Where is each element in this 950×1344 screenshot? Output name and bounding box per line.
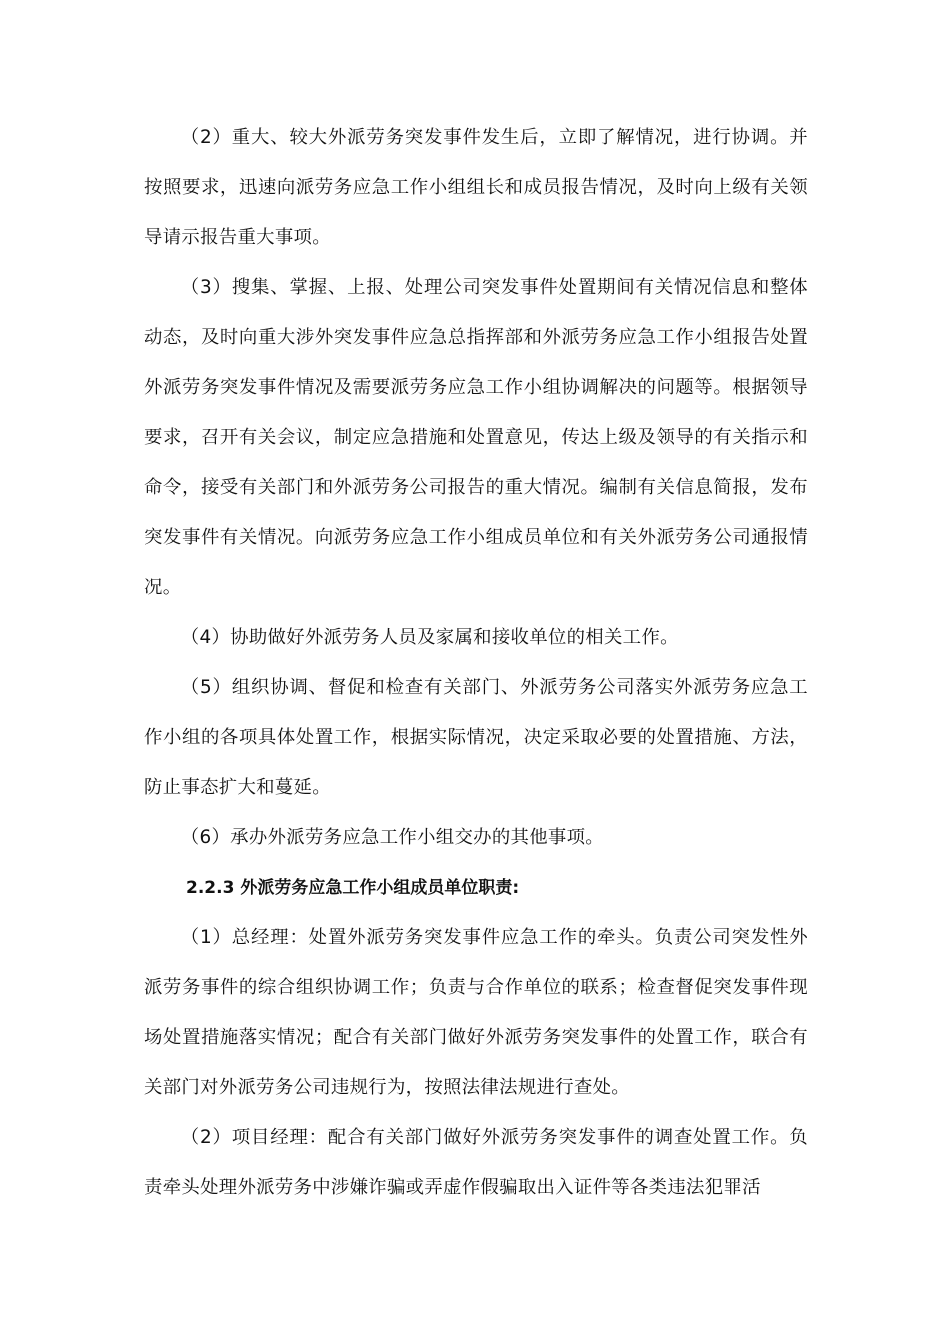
- paragraph-item-2: （2）重大、较大外派劳务突发事件发生后，立即了解情况，进行协调。并按照要求，迅速向派劳务应急工作小组组长和成员报告情况，及时向上级有关领导请示报告重大事项。: [144, 127, 808, 248]
- document-body: [144, 113, 808, 1213]
- paragraph-item-6: （6）承办外派劳务应急工作小组交办的其他事项。: [180, 827, 604, 848]
- section-paragraph-project-manager: （2）项目经理：配合有关部门做好外派劳务突发事件的调查处置工作。负责牵头处理外派劳务中涉嫌诈骗或弄虚作假骗取出入证件等各类违法犯罪活: [144, 1127, 808, 1198]
- section-heading: 2.2.3 外派劳务应急工作小组成员单位职责:: [186, 878, 520, 898]
- paragraph-item-3: （3）搜集、掌握、上报、处理公司突发事件处置期间有关情况信息和整体动态，及时向重大涉外突发事件应急总指挥部和外派劳务应急工作小组报告处置外派劳务突发事件情况及需要派劳务应急工作小组协调解决的问题等。根据领导要求，召开有关会议，制定应急措施和处置意见，传达上级及领导的有关指示和命令，接受有关部门和外派劳务公司报告的重大情况。编制有关信息简报，发布突发事件有关情况。向派劳务应急工作小组成员单位和有关外派劳务公司通报情况。: [144, 277, 808, 598]
- paragraph-item-4: （4）协助做好外派劳务人员及家属和接收单位的相关工作。: [180, 627, 679, 648]
- paragraph-item-5: （5）组织协调、督促和检查有关部门、外派劳务公司落实外派劳务应急工作小组的各项具体处置工作，根据实际情况，决定采取必要的处置措施、方法，防止事态扩大和蔓延。: [144, 677, 808, 798]
- section-paragraph-general-manager: （1）总经理：处置外派劳务突发事件应急工作的牵头。负责公司突发性外派劳务事件的综合组织协调工作；负责与合作单位的联系；检查督促突发事件现场处置措施落实情况；配合有关部门做好外派劳务突发事件的处置工作，联合有关部门对外派劳务公司违规行为，按照法律法规进行查处。: [144, 927, 808, 1098]
